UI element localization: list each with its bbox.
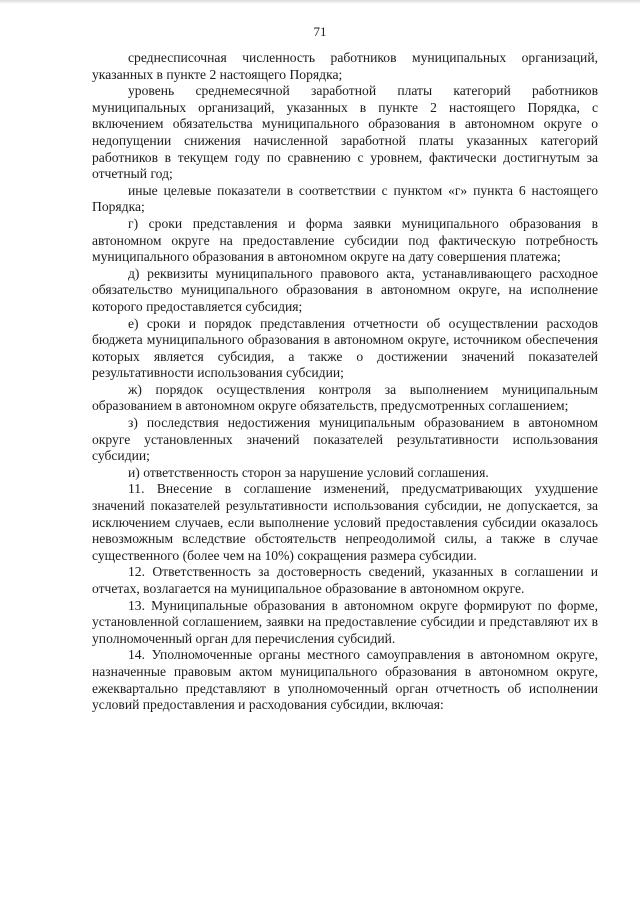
paragraph: среднесписочная численность работников муниципальных организаций, указанных в пункте 2 настоящего Порядка; xyxy=(92,50,598,82)
paragraph: 12. Ответственность за достоверность сведений, указанных в соглашении и отчетах, возлагается на муниципальное образование в автономном округе. xyxy=(92,564,598,596)
paragraph: 13. Муниципальные образования в автономном округе формируют по форме, установленной соглашением, заявки на предоставление субсидии и представляют их в уполномоченный орган для перечисления субсидий. xyxy=(92,597,598,646)
paragraph: ж) порядок осуществления контроля за выполнением муниципальным образованием в автономном округе обязательств, предусмотренных соглашением; xyxy=(92,381,598,414)
page-number: 71 xyxy=(313,24,327,39)
paragraph: г) сроки представления и форма заявки муниципального образования в автономном округе на предоставление субсидии под фактическую потребность муниципального образования в автономном округе на дату совершения платежа; xyxy=(92,215,598,265)
paragraph: и) ответственность сторон за нарушение условий соглашения. xyxy=(128,464,489,480)
paragraph: 11. Внесение в соглашение изменений, предусматривающих ухудшение значений показателей результативности использования субсидии, не допускается, за исключением случаев, если выполнение условий предоставления субсидии оказалось невозможным вследствие обстоятельств непреодолимой силы, а также в случае существенного (более чем на 10%) сокращения размера субсидии. xyxy=(92,481,598,563)
scan-edge-shadow xyxy=(0,0,640,4)
paragraph: иные целевые показатели в соответствии с пунктом «г» пункта 6 настоящего Порядка; xyxy=(92,182,598,215)
paragraph: д) реквизиты муниципального правового акта, устанавливающего расходное обязательство муниципального образования в автономном округе, на исполнение которого предоставляется субсидия; xyxy=(92,265,598,314)
paragraph: е) сроки и порядок представления отчетности об осуществлении расходов бюджета муниципального образования в автономном округе, источником обеспечения которых является субсидия, а также о достижении значений показателей результативности использования субсидии; xyxy=(92,315,598,381)
paragraph: 14. Уполномоченные органы местного самоуправления в автономном округе, назначенные правовым актом муниципального образования в автономном округе, ежеквартально представляют в уполномоченный орган отчетность об исполнении условий предоставления и расходования субсидии, включая: xyxy=(92,647,598,713)
paragraph: з) последствия недостижения муниципальным образованием в автономном округе установленных значений показателей результативности использования субсидии; xyxy=(92,415,598,464)
paragraph: уровень среднемесячной заработной платы категорий работников муниципальных организаций, указанных в пункте 2 настоящего Порядка, с включением обязательства муниципального образования в автономном округе о недопущении снижения начисленной заработной платы указанных категорий работников в текущем году по сравнению с уровнем, фактически достигнутым за отчетный год; xyxy=(92,83,598,182)
document-body xyxy=(92,50,598,714)
